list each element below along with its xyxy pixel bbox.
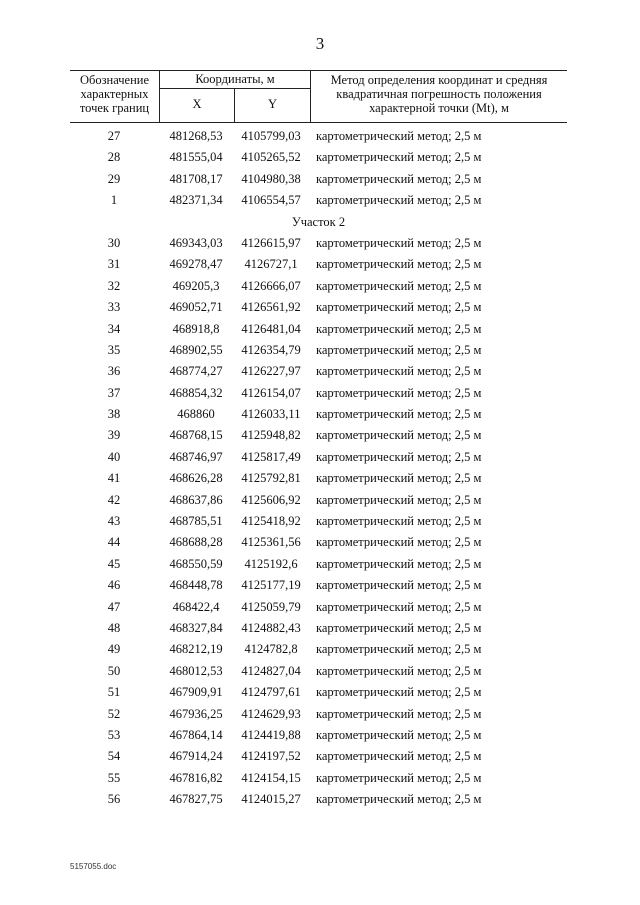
method-text: картометрический метод; 2,5 м — [316, 578, 482, 593]
method-text: картометрический метод; 2,5 м — [316, 257, 482, 272]
coordinate-x: 468688,28 — [169, 535, 223, 550]
point-number: 45 — [107, 556, 121, 571]
method-text: картометрический метод; 2,5 м — [316, 642, 482, 657]
table-row — [70, 383, 567, 404]
table-row — [70, 789, 567, 810]
table-row — [70, 447, 567, 468]
coordinate-x: 468550,59 — [169, 556, 223, 571]
header-coordinates: Координаты, м — [195, 72, 275, 86]
coordinate-x: 481268,53 — [169, 129, 223, 143]
coordinate-x: 468448,78 — [169, 578, 223, 593]
coordinate-x: 467909,91 — [169, 685, 223, 700]
coordinate-y: 4125418,92 — [241, 514, 301, 529]
table-row — [70, 554, 567, 575]
point-number: 38 — [107, 407, 121, 422]
coordinate-x: 467816,82 — [169, 770, 223, 785]
coordinate-x: 469343,03 — [169, 235, 223, 250]
method-text: картометрический метод; 2,5 м — [316, 278, 482, 293]
coordinate-y: 4124782,8 — [244, 642, 298, 657]
method-text: картометрический метод; 2,5 м — [316, 150, 482, 165]
table-row — [70, 661, 567, 682]
method-text: картометрический метод; 2,5 м — [316, 235, 482, 250]
header-y: Y — [267, 97, 278, 111]
point-number: 42 — [107, 492, 121, 507]
coordinate-y: 4125792,81 — [241, 471, 301, 486]
point-number: 40 — [107, 449, 121, 464]
table-row — [70, 147, 567, 168]
coordinate-y: 4125948,82 — [241, 428, 301, 443]
coordinate-y: 4124419,88 — [241, 727, 301, 742]
table-row — [70, 169, 567, 190]
coordinate-y: 4105265,52 — [241, 150, 301, 165]
coordinate-y: 4126561,92 — [241, 300, 301, 315]
table-row — [70, 404, 567, 425]
coordinate-x: 468902,55 — [169, 342, 223, 357]
table-row — [70, 532, 567, 553]
page-number: 3 — [315, 34, 325, 53]
coordinate-x: 467864,14 — [169, 727, 223, 742]
header-method-line-3: характерной точки (Mt), м — [369, 101, 509, 115]
coordinate-y: 4126033,11 — [241, 407, 301, 422]
coordinate-y: 4124827,04 — [241, 663, 301, 678]
coordinate-y: 4124797,61 — [241, 685, 301, 700]
header-method-line-2: квадратичная погрешность положения — [336, 87, 542, 101]
coordinate-x: 468626,28 — [169, 471, 223, 486]
table-row — [70, 340, 567, 361]
coordinate-x: 468422,4 — [172, 599, 220, 614]
header-bottom-rule — [70, 122, 567, 123]
method-text: картометрический метод; 2,5 м — [316, 449, 482, 464]
header-designation-line-1: Обозначение — [79, 73, 150, 87]
method-text: картометрический метод; 2,5 м — [316, 342, 482, 357]
coordinate-x: 467914,24 — [169, 749, 223, 764]
point-number: 47 — [107, 599, 121, 614]
section-heading: Участок 2 — [291, 214, 346, 229]
coordinate-y: 4106554,57 — [241, 193, 301, 208]
table-row — [70, 597, 567, 618]
table-row — [70, 319, 567, 340]
coordinate-y: 4125177,19 — [241, 578, 301, 593]
point-number: 28 — [107, 150, 121, 165]
point-number: 39 — [107, 428, 121, 443]
method-text: картометрический метод; 2,5 м — [316, 599, 482, 614]
table-row — [70, 725, 567, 746]
point-number: 43 — [107, 514, 121, 529]
method-text: картометрический метод; 2,5 м — [316, 770, 482, 785]
coordinate-x: 468860 — [177, 407, 215, 422]
coordinate-y: 4126354,79 — [241, 342, 301, 357]
point-number: 44 — [107, 535, 121, 550]
method-text: картометрический метод; 2,5 м — [316, 556, 482, 571]
point-number: 29 — [107, 171, 121, 186]
point-number: 53 — [107, 727, 121, 742]
coordinate-x: 468774,27 — [169, 364, 223, 379]
coordinate-x: 481555,04 — [169, 150, 223, 165]
coordinate-x: 468785,51 — [169, 514, 223, 529]
method-text: картометрический метод; 2,5 м — [316, 685, 482, 700]
coordinate-y: 4124882,43 — [241, 620, 301, 635]
point-number: 41 — [107, 471, 121, 486]
method-text: картометрический метод; 2,5 м — [316, 193, 482, 208]
method-text: картометрический метод; 2,5 м — [316, 706, 482, 721]
coordinate-x: 469278,47 — [169, 257, 223, 272]
coordinate-x: 468212,19 — [169, 642, 223, 657]
coordinate-y: 4124197,52 — [241, 749, 301, 764]
point-number: 37 — [107, 385, 121, 400]
coordinate-x: 468746,97 — [169, 449, 223, 464]
table-row — [70, 276, 567, 297]
method-text: картометрический метод; 2,5 м — [316, 749, 482, 764]
method-text: картометрический метод; 2,5 м — [316, 663, 482, 678]
point-number: 34 — [107, 321, 121, 336]
method-text: картометрический метод; 2,5 м — [316, 129, 482, 143]
point-number: 27 — [107, 129, 121, 143]
table-row — [70, 768, 567, 789]
table-row — [70, 704, 567, 725]
coordinate-x: 468918,8 — [172, 321, 220, 336]
table-row — [70, 297, 567, 318]
header-designation-line-2: характерных — [80, 87, 149, 101]
coordinate-y: 4125606,92 — [241, 492, 301, 507]
method-text: картометрический метод; 2,5 м — [316, 514, 482, 529]
coordinate-y: 4126227,97 — [241, 364, 301, 379]
coordinate-y: 4125059,79 — [241, 599, 301, 614]
method-text: картометрический метод; 2,5 м — [316, 428, 482, 443]
method-text: картометрический метод; 2,5 м — [316, 364, 482, 379]
coordinate-x: 467936,25 — [169, 706, 223, 721]
point-number: 52 — [107, 706, 121, 721]
coordinate-x: 469205,3 — [172, 278, 220, 293]
coordinate-y: 4124154,15 — [241, 770, 301, 785]
coordinate-y: 4124015,27 — [241, 792, 301, 807]
coordinate-x: 468768,15 — [169, 428, 223, 443]
method-text: картометрический метод; 2,5 м — [316, 492, 482, 507]
table-row — [70, 511, 567, 532]
table-body — [70, 126, 567, 811]
table-row — [70, 639, 567, 660]
method-text: картометрический метод; 2,5 м — [316, 385, 482, 400]
point-number: 48 — [107, 620, 121, 635]
table-row — [70, 190, 567, 211]
coordinate-y: 4104980,38 — [241, 171, 301, 186]
method-text: картометрический метод; 2,5 м — [316, 300, 482, 315]
coordinate-y: 4125361,56 — [241, 535, 301, 550]
coordinate-x: 482371,34 — [169, 193, 223, 208]
table-row — [70, 746, 567, 767]
table-row — [70, 254, 567, 275]
coordinate-y: 4126727,1 — [244, 257, 298, 272]
point-number: 35 — [107, 342, 121, 357]
method-text: картометрический метод; 2,5 м — [316, 620, 482, 635]
coordinate-y: 4124629,93 — [241, 706, 301, 721]
method-text: картометрический метод; 2,5 м — [316, 792, 482, 807]
header-top-rule — [70, 70, 567, 71]
table-row — [70, 233, 567, 254]
header-x: X — [192, 97, 202, 111]
point-number: 33 — [107, 300, 121, 315]
header-coords-rule — [160, 88, 310, 89]
table-row — [70, 575, 567, 596]
method-text: картометрический метод; 2,5 м — [316, 535, 482, 550]
point-number: 49 — [107, 642, 121, 657]
coordinate-y: 4126154,07 — [241, 385, 301, 400]
point-number: 36 — [107, 364, 121, 379]
method-text: картометрический метод; 2,5 м — [316, 321, 482, 336]
point-number: 46 — [107, 578, 121, 593]
coordinate-y: 4126481,04 — [241, 321, 301, 336]
point-number: 55 — [107, 770, 121, 785]
point-number: 1 — [110, 193, 118, 208]
coordinate-y: 4105799,03 — [241, 129, 301, 143]
table-row — [70, 490, 567, 511]
point-number: 50 — [107, 663, 121, 678]
coordinate-y: 4126615,97 — [241, 235, 301, 250]
coordinate-y: 4125817,49 — [241, 449, 301, 464]
method-text: картометрический метод; 2,5 м — [316, 471, 482, 486]
point-number: 30 — [107, 235, 121, 250]
header-designation-line-3: точек границ — [79, 101, 150, 115]
method-text: картометрический метод; 2,5 м — [316, 407, 482, 422]
table-row — [70, 126, 567, 147]
coordinate-y: 4125192,6 — [244, 556, 298, 571]
method-text: картометрический метод; 2,5 м — [316, 727, 482, 742]
point-number: 32 — [107, 278, 121, 293]
table-row — [70, 618, 567, 639]
header-method-line-1: Метод определения координат и средняя — [330, 73, 548, 87]
table-row — [70, 468, 567, 489]
table-header — [70, 70, 567, 122]
coordinate-x: 468012,53 — [169, 663, 223, 678]
table-row — [70, 361, 567, 382]
coordinate-x: 481708,17 — [169, 171, 223, 186]
coordinate-x: 469052,71 — [169, 300, 223, 315]
coordinate-x: 467827,75 — [169, 792, 223, 807]
method-text: картометрический метод; 2,5 м — [316, 171, 482, 186]
point-number: 51 — [107, 685, 121, 700]
point-number: 54 — [107, 749, 121, 764]
table-row — [70, 425, 567, 446]
footer-filename: 5157055.doc — [70, 862, 117, 871]
coordinate-x: 468637,86 — [169, 492, 223, 507]
point-number: 31 — [107, 257, 121, 272]
point-number: 56 — [107, 792, 121, 807]
coordinate-x: 468327,84 — [169, 620, 223, 635]
coordinate-x: 468854,32 — [169, 385, 223, 400]
coordinate-y: 4126666,07 — [241, 278, 301, 293]
table-row — [70, 682, 567, 703]
